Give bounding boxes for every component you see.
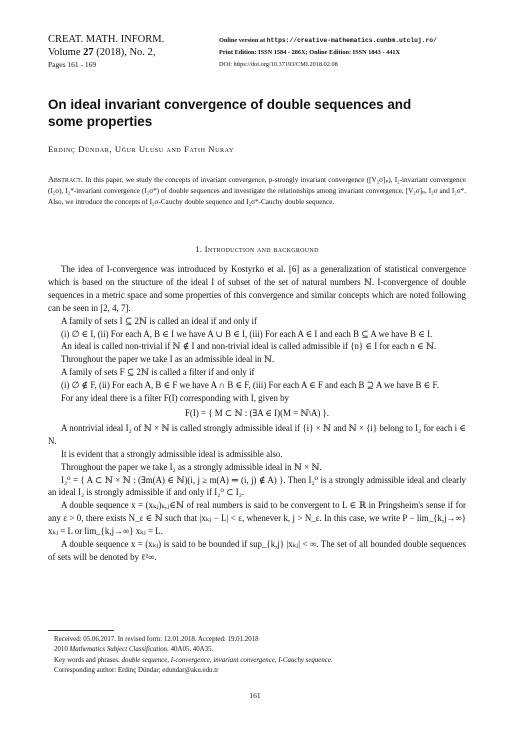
paragraph: It is evident that a strongly admissible ideal is admissible also. bbox=[61, 448, 283, 459]
online-url-link[interactable]: https://creative-mathematics.cunbm.utcluj.ro/ bbox=[266, 37, 437, 44]
paragraph: (i) ∅ ∉ F, (ii) For each A, B ∈ F we have A ∩ B ∈ F, (iii) For each A ∈ F and each B ⊇ A we have B ∈ F. bbox=[61, 380, 439, 391]
page-number: 161 bbox=[249, 691, 261, 700]
journal-pages: Pages 161 - 169 bbox=[48, 60, 97, 69]
equation: F(I) = { M ⊂ ℕ : (∃A ∈ I)(M = ℕ\A) }. bbox=[184, 407, 330, 418]
online-version: Online version at https://creative-mathematics.cunbm.utcluj.ro/ bbox=[219, 37, 437, 44]
abstract-text: In this paper, we study the concepts of invariant convergence, p-strongly invariant convergence ([V₂σ]ₚ), I₂-invariant convergence (I₂σ), I₂*-invariant convergence (I₂σ*) of double sequences and investigate the relationships among invariant convergence, [V₂σ]ₚ, I₂σ and I₂σ*. Also, we introduce the concepts of I₂σ-Cauchy double sequence and I₂σ*-Cauchy double sequence. bbox=[48, 176, 466, 207]
paragraph: A double sequence x = (xₖⱼ) is said to be bounded if sup_{k,j} |xₖⱼ| < ∞. The set of all bounded double sequences of sets will be denoted by ℓ²∞. bbox=[48, 539, 466, 562]
msc-classification: 2010 Mathematics Subject Classification. 40A05, 40A35. bbox=[54, 646, 214, 654]
paragraph: A nontrivial ideal I₂ of ℕ × ℕ is called strongly admissible ideal if {i} × ℕ and ℕ × {i} belong to I₂ for each i ∈ N. bbox=[48, 422, 466, 446]
journal-header bbox=[48, 33, 208, 71]
footnote-divider bbox=[48, 630, 114, 631]
paragraph: For any ideal there is a filter F(I) corresponding with I, given by bbox=[61, 393, 289, 404]
paragraph: Throughout the paper we take I as an admissible ideal in ℕ. bbox=[61, 354, 275, 365]
body-text bbox=[48, 263, 466, 564]
received-dates: Received: 05.06.2017. In revised form: 12.01.2018. Accepted: 19.01.2018 bbox=[54, 636, 259, 643]
paragraph: Throughout the paper we take I₂ as a strongly admissible ideal in ℕ × ℕ. bbox=[61, 461, 322, 472]
publication-info bbox=[219, 35, 504, 71]
footnotes bbox=[54, 635, 466, 677]
paper-title: On ideal invariant convergence of double sequences and some properties bbox=[48, 97, 412, 129]
journal-volume: Volume 27 (2018), No. 2, bbox=[48, 47, 156, 58]
paragraph: An ideal is called non-trivial if ℕ ∉ I and non-trivial ideal is called admissible if {n} ∈ I for each n ∈ ℕ. bbox=[61, 341, 437, 352]
paragraph: A family of sets I ⊆ 2ℕ is called an ideal if and only if bbox=[61, 315, 257, 326]
abstract bbox=[48, 174, 466, 209]
corresponding-author: Corresponding author: Erdinç Dündar; edundar@aku.edu.tr bbox=[54, 667, 219, 675]
doi-info[interactable]: DOI: https://doi.org/10.37193/CMI.2018.02.08 bbox=[219, 61, 338, 68]
paragraph: (i) ∅ ∈ I, (ii) For each A, B ∈ I we have A ∪ B ∈ I, (iii) For each A ∈ I and each B ⊆ A we have B ∈ I. bbox=[61, 328, 433, 339]
journal-name: CREAT. MATH. INFORM. bbox=[48, 34, 165, 45]
paragraph: I₂⁰ = { A ⊂ ℕ × ℕ : (∃m(A) ∈ ℕ)(i, j ≥ m(A) ⇒ (i, j) ∉ A) }. Then I₂⁰ is a strongly admissible ideal and clearly an ideal I₂ is strongly admissible if and only if I₂⁰ ⊂ I₂. bbox=[48, 474, 466, 498]
keywords: Key words and phrases. double sequence, I-convergence, invariant convergence, I-Cauchy sequence. bbox=[54, 656, 333, 664]
paragraph: The idea of I-convergence was introduced by Kostyrko et al. [6] as a generalization of statistical convergence which is based on the structure of the ideal I of subset of the set of natural numbers ℕ. I-convergence of double sequences in a metric space and some properties of this convergence and similar concepts which are noted following can be seen in [2, 4, 7]. bbox=[48, 264, 466, 313]
paper-authors: Erdinç Dündar, Uğur Ulusu and Fatih Nuray bbox=[48, 144, 234, 154]
paragraph: A family of sets F ⊆ 2ℕ is called a filter if and only if bbox=[61, 367, 255, 378]
section-heading: 1. Introduction and background bbox=[195, 244, 319, 254]
issn-info: Print Edition: ISSN 1584 - 286X; Online Edition: ISSN 1843 - 441X bbox=[219, 49, 401, 56]
paragraph: A double sequence x = (xₖⱼ)ₖ,ⱼ∈ℕ of real numbers is said to be convergent to L ∈ ℝ in Pringsheim's sense if for any ε > 0, there exists N_ε ∈ ℕ such that |xₖⱼ − L| < ε, whenever k, j > N_ε. In this case, we write P − lim_{k,j→∞} xₖⱼ = L or lim_{k,j→∞} xₖⱼ = L. bbox=[48, 500, 466, 537]
abstract-label: Abstract. bbox=[48, 175, 83, 184]
